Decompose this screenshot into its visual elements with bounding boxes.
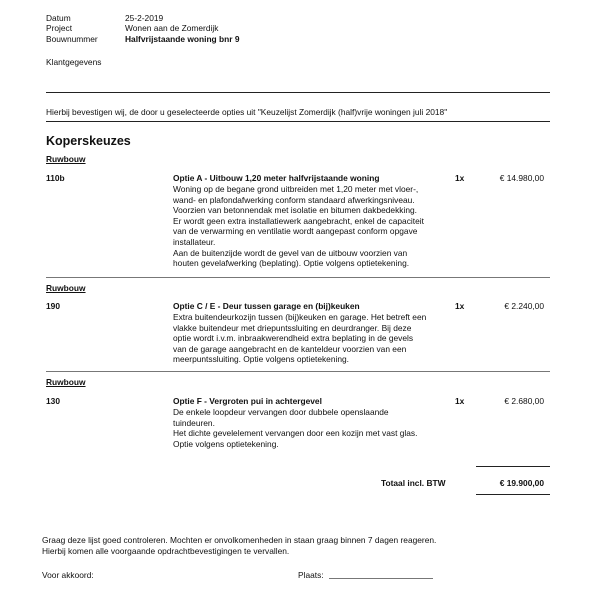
- footer-note: Hierbij komen alle voorgaande opdrachtbevestigingen te vervallen.: [42, 546, 290, 556]
- value-project: Wonen aan de Zomerdijk: [125, 23, 219, 33]
- desc-line: tuindeuren.: [173, 417, 215, 428]
- desc-line: Aan de buitenzijde wordt de gevel van de uitbouw voorzien van: [173, 247, 408, 258]
- akkoord-label: Voor akkoord:: [42, 570, 94, 580]
- label-bouwnummer: Bouwnummer: [46, 34, 98, 44]
- desc-line: meerpuntssluiting. Optie volgens optietekening.: [173, 354, 349, 365]
- total-rule-bottom: [476, 494, 550, 495]
- option-title: Optie C / E - Deur tussen garage en (bij)keuken: [173, 301, 360, 311]
- desc-line: installateur.: [173, 236, 216, 247]
- option-description: [173, 407, 473, 449]
- category-label: Ruwbouw: [46, 154, 86, 164]
- divider-top: [46, 92, 550, 93]
- intro-text: Hierbij bevestigen wij, de door u geselecteerde opties uit "Keuzelijst Zomerdijk (half)vrije woningen juli 2018": [46, 107, 448, 117]
- option-title: Optie A - Uitbouw 1,20 meter halfvrijstaande woning: [173, 173, 380, 183]
- plaats-signature-line: [329, 578, 433, 579]
- option-qty: 1x: [455, 301, 465, 311]
- option-price: € 2.240,00: [504, 301, 544, 311]
- desc-line: Er wordt geen extra installatiewerk aangebracht, enkel de capaciteit: [173, 215, 424, 226]
- option-title: Optie F - Vergroten pui in achtergevel: [173, 396, 322, 406]
- option-qty: 1x: [455, 173, 465, 183]
- option-description: [173, 312, 473, 365]
- category-label: Ruwbouw: [46, 283, 86, 293]
- section-title: Koperskeuzes: [46, 134, 131, 148]
- value-bouwnummer: Halfvrijstaande woning bnr 9: [125, 34, 240, 44]
- desc-line: Het dichte gevelelement vervangen door een kozijn met vast glas.: [173, 428, 418, 439]
- desc-line: Woning op de begane grond uitbreiden met 1,20 meter met vloer-,: [173, 184, 419, 194]
- desc-line: houten gevelafwerking (beplating). Optie volgens optietekening.: [173, 258, 410, 269]
- option-code: 190: [46, 301, 60, 311]
- footer-note: Graag deze lijst goed controleren. Mochten er onvolkomenheden in staan graag binnen 7 dagen reageren.: [42, 535, 437, 545]
- desc-line: Extra buitendeurkozijn tussen (bij)keuken en garage. Het betreft een: [173, 312, 427, 322]
- option-code: 110b: [46, 173, 65, 183]
- option-description: [173, 184, 473, 269]
- option-price: € 14.980,00: [499, 173, 544, 183]
- label-project: Project: [46, 23, 73, 33]
- option-qty: 1x: [455, 396, 465, 406]
- divider-intro: [46, 121, 550, 122]
- plaats-label: Plaats:: [298, 570, 324, 580]
- category-label: Ruwbouw: [46, 377, 86, 387]
- label-datum: Datum: [46, 13, 71, 23]
- label-klantgegevens: Klantgegevens: [46, 57, 102, 67]
- desc-line: van de verwarming en ventilatie wordt aangepast conform opgave: [173, 226, 418, 237]
- total-label: Totaal incl. BTW: [381, 478, 446, 488]
- desc-line: vlakke buitendeur met driepuntssluiting en deurdranger. Bij deze: [173, 322, 412, 333]
- desc-line: Voorzien van betonnendak met isolatie en bitumen dakbedekking.: [173, 205, 417, 216]
- desc-line: van de garage aangebracht en de kanteldeur voorzien van een: [173, 343, 407, 354]
- desc-line: De enkele loopdeur vervangen door dubbele openslaande: [173, 407, 389, 417]
- total-value: € 19.900,00: [499, 478, 544, 488]
- divider-group: [46, 371, 550, 372]
- divider-group: [46, 277, 550, 278]
- option-code: 130: [46, 396, 60, 406]
- option-price: € 2.680,00: [504, 396, 544, 406]
- desc-line: Optie volgens optietekening.: [173, 438, 279, 449]
- desc-line: wand- en plafondafwerking conform standaard afwerkingsniveau.: [173, 194, 415, 205]
- desc-line: optie wordt i.v.m. inbraakwerendheid extra beplating in de gevels: [173, 333, 414, 344]
- total-rule-top: [476, 466, 550, 467]
- value-datum: 25-2-2019: [125, 13, 164, 23]
